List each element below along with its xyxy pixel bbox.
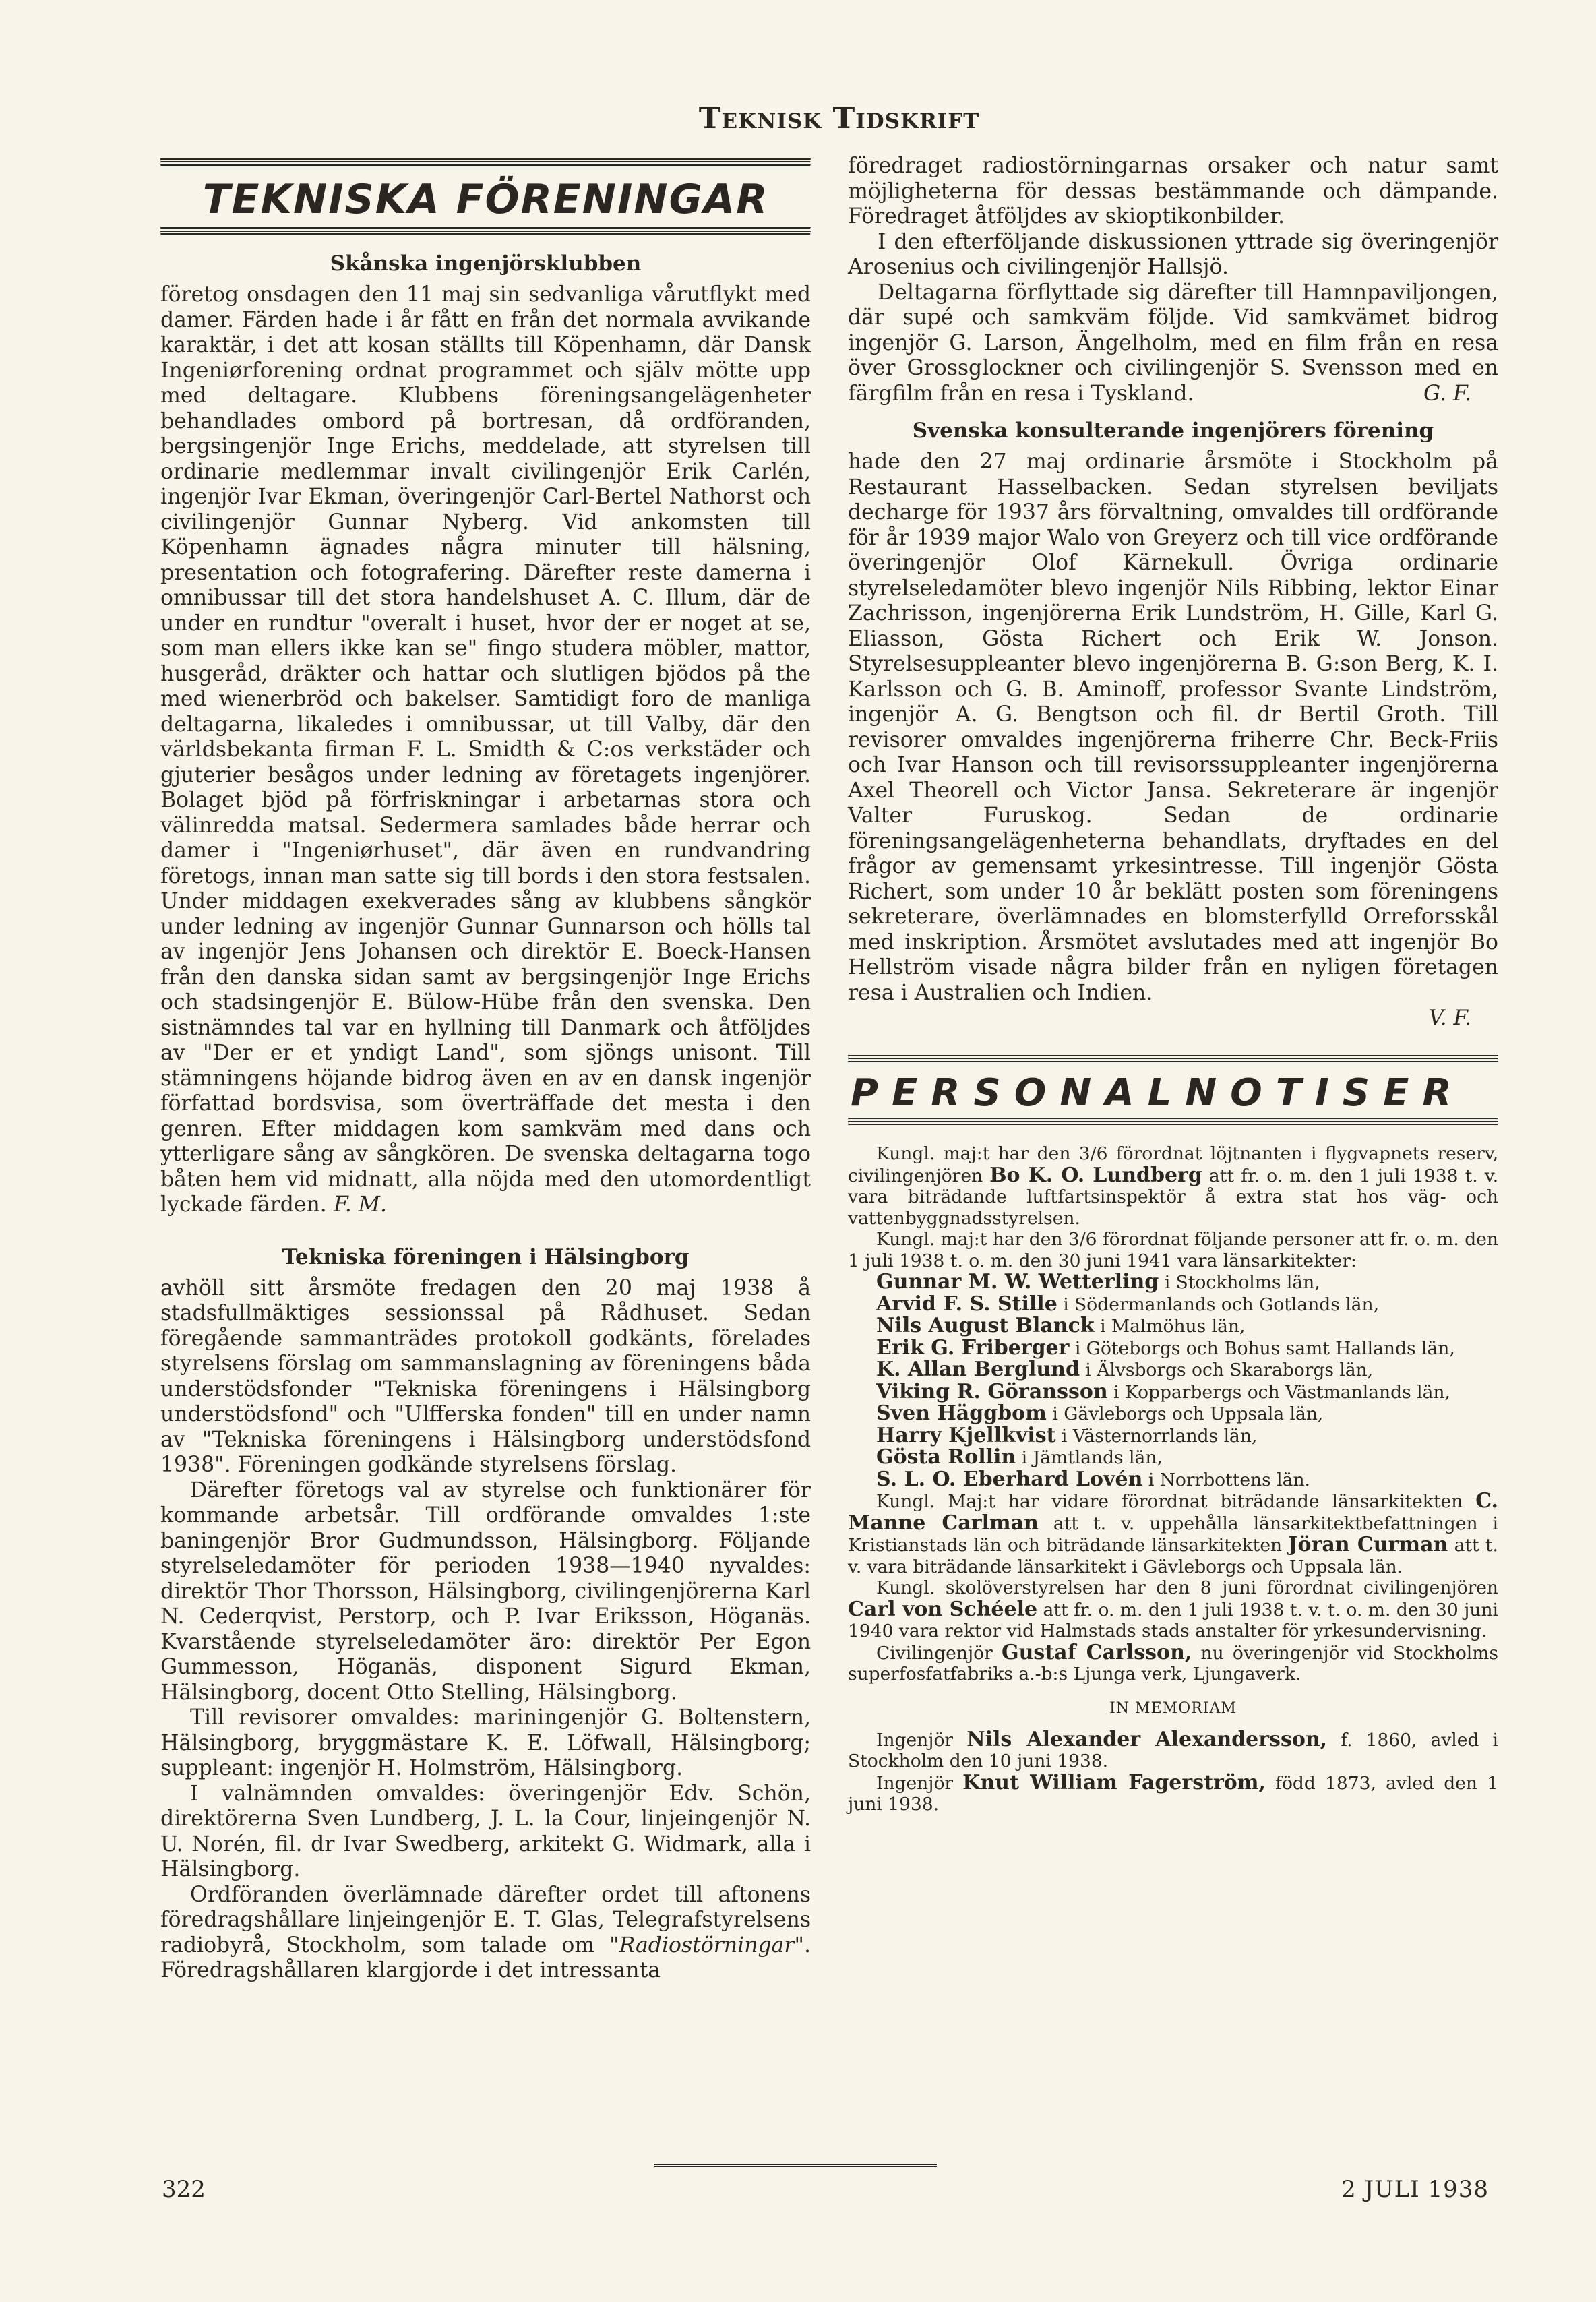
right-column (848, 154, 1498, 1815)
section-rule-top (848, 1055, 1498, 1060)
appointment-item (848, 1447, 1498, 1469)
article-paragraph: Till revisorer omvaldes: mariningenjör G. Boltenstern, Hälsingborg, bryggmästare K. E. Löfwall, Hälsingborg; suppleant: ingenjör H. Holmström, Hälsingborg. (160, 1705, 811, 1780)
appointment-place: i Malmöhus län, (1094, 1316, 1246, 1337)
article-paragraph (848, 280, 1498, 407)
appointment-item (848, 1425, 1498, 1447)
masthead: Teknisk Tidskrift (698, 101, 980, 135)
article-body-konsulterande: hade den 27 maj ordinarie årsmöte i Stockholm på Restaurant Hasselbacken. Sedan styrelsen beviljats decharge för 1937 års förvaltning, omvaldes till ordförande för år 1939 major Walo von Greyerz och till vice ordförande överingenjör Olof Kärnekull. Övriga ordinarie styrelseledamöter blevo ingenjör Nils Ribbing, lektor Einar Zachrisson, ingenjörerna Erik Lundström, H. Gille, Karl G. Eliasson, Gösta Richert och Erik W. Jonson. Styrelsesuppleanter blevo ingenjörerna B. G:son Berg, K. I. Karlsson och G. B. Aminoff, professor Svante Lindström, ingenjör A. G. Bengtson och fil. dr Bertil Groth. Till revisorer omvaldes ingenjörerna friherre Chr. Beck-Friis och Ivar Hanson och till revisorssuppleanter ingenjörerna Axel Theorell och Victor Jansa. Sekreterare är ingenjör Valter Furuskog. Sedan de ordinarie föreningsangelägenheterna behandlats, dryftades en del frågor av gemensamt yrkesintresse. Till ingenjör Gösta Richert, som under 10 år beklätt posten som föreningens sekreterare, överlämnades en blomsterfylld Orreforsskål med inskription. Årsmötet avslutades med att ingenjör Bo Hellström visade några bilder från en nyligen företagen resa i Australien och Indien. (848, 450, 1498, 1005)
appointment-item (848, 1359, 1498, 1381)
person-name: Nils August Blanck (876, 1314, 1095, 1337)
article-body-skanska (160, 282, 811, 1218)
notice-text: f. 1860, avled i Stockholm den 10 juni 1938. (848, 1729, 1499, 1771)
appointment-item (848, 1469, 1498, 1491)
page-number: 322 (162, 2176, 206, 2203)
person-name: S. L. O. Eberhard Lovén (876, 1467, 1143, 1491)
appointment-place: i Jämtlands län, (1016, 1447, 1163, 1468)
section-rule-bottom-2 (848, 1121, 1498, 1126)
notice-text: nu överingenjör vid Stockholms superfosfatfabriks a.-b:s Ljunga verk, Ljungaverk. (848, 1642, 1498, 1685)
person-name: Harry Kjellkvist (876, 1423, 1056, 1447)
notice-scheele (848, 1577, 1498, 1642)
person-name: Viking R. Göransson (876, 1379, 1108, 1403)
person-name: Erik G. Friberger (876, 1335, 1070, 1360)
notice-carlsson (848, 1642, 1498, 1685)
memoriam-fagerstrom (848, 1772, 1498, 1815)
notice-text: Ingenjör (876, 1729, 967, 1751)
appointment-place: i Älvsborgs och Skaraborgs län, (1079, 1360, 1374, 1381)
appointment-place: i Kopparbergs och Västmanlands län, (1107, 1381, 1450, 1403)
notice-text: Kungl. skolöverstyrelsen har den 8 juni förordnat civilingenjören (876, 1577, 1498, 1598)
notice-lundberg (848, 1143, 1498, 1229)
issue-date: 2 JULI 1938 (1341, 2176, 1490, 2203)
personal-section (848, 1055, 1498, 1815)
article-signature-skanska: F. M. (333, 1192, 388, 1217)
article-signature-halsingborg: G. F. (1423, 381, 1471, 406)
notice-text: Ingenjör (876, 1772, 963, 1794)
article-text-fragment: Deltagarna förflyttade sig därefter till Hamnpaviljongen, där supé och samkväm följde. Vid samkvämet bidrog ingenjör G. Larson, Ängelholm, med en film från en resa över Grossglockner och civilingenjör S. Svensson med en färgfilm från en resa i Tyskland. (848, 280, 1498, 406)
person-name: K. Allan Berglund (876, 1358, 1080, 1381)
article-paragraph-last (160, 1883, 811, 1984)
person-name: C. Manne Carlman (848, 1489, 1498, 1535)
person-name: Sven Häggbom (876, 1401, 1047, 1425)
person-name: Knut William Fagerström, (962, 1770, 1266, 1794)
person-name: Bo K. O. Lundberg (989, 1163, 1202, 1187)
person-name: Carl von Schéele (848, 1597, 1038, 1621)
notice-text: Civilingenjör (876, 1642, 1002, 1664)
notice-text: att fr. o. m. den 1 juli 1938 t. v. t. o. m. den 30 juni 1940 vara rektor vid Halmstads stads anstalter för yrkesundervisning. (848, 1599, 1498, 1641)
article-paragraph: avhöll sitt årsmöte fredagen den 20 maj 1938 å stadsfullmäktiges sessionssal på Rådhuset. Sedan föregående sammanträdes protokoll godkänts, förelades styrelsens förslag om sammanslagning av föreningens båda understödsfonder "Tekniska föreningens i Hälsingborg understödsfond" och "Ulfferska fonden" till en under namn av "Tekniska föreningens i Hälsingborg understödsfond 1938". Föreningen godkände styrelsens förslag. (160, 1275, 811, 1477)
notice-text: Kungl. maj:t har den 3/6 förordnat löjtnanten i flygvapnets reserv, civilingenjören (848, 1143, 1498, 1186)
appointment-item (848, 1337, 1498, 1360)
article-title-halsingborg: Tekniska föreningen i Hälsingborg (282, 1244, 689, 1269)
appointment-item (848, 1315, 1498, 1337)
lecture-title: "Radiostörningar" (609, 1933, 804, 1958)
appointment-item (848, 1403, 1498, 1425)
section-rule-top (160, 158, 811, 163)
appointment-place: i Södermanlands och Gotlands län, (1057, 1294, 1380, 1315)
article-text-fragment: . Föredragshållaren klargjorde i det intressanta (160, 1933, 811, 1982)
person-name: Gustaf Carlsson, (1002, 1640, 1192, 1664)
appointment-item (848, 1294, 1498, 1316)
appointment-place: i Stockholms län, (1159, 1272, 1320, 1293)
notice-text: att t. v. vara biträdande länsarkitekt i Gävleborgs och Uppsala län. (848, 1535, 1498, 1577)
notice-text: att fr. o. m. den 1 juli 1938 t. v. vara biträdande luftfartsinspektör å extra stat hos väg- och vattenbyggnadsstyrelsen. (848, 1165, 1499, 1229)
person-name: Arvid F. S. Stille (876, 1292, 1057, 1316)
memoriam-alexandersson (848, 1729, 1498, 1772)
appointment-place: i Gävleborgs och Uppsala län, (1046, 1403, 1324, 1424)
notice-text: Kungl. Maj:t har vidare förordnat biträdande länsarkitekten (876, 1491, 1476, 1512)
article-paragraph: Därefter företogs val av styrelse och funktionärer för kommande arbetsår. Till ordförande omvaldes 1:ste baningenjör Bror Gudmundsson, Hälsingborg. Följande styrelseledamöter för perioden 1938—1940 nyvaldes: direktör Thor Thorsson, Hälsingborg, civilingenjörerna Karl N. Cederqvist, Perstorp, och P. Ivar Eriksson, Höganäs. Kvarstående styrelseledamöter äro: direktör Per Egon Gummesson, Höganäs, disponent Sigurd Ekman, Hälsingborg, docent Otto Stelling, Hälsingborg. (160, 1478, 811, 1705)
article-text-fragment: Ordföranden överlämnade därefter ordet till aftonens föredragshållare linjeingenjör E. T. Glas, Telegrafstyrelsens radiobyrå, Stockholm, som talade om (160, 1882, 811, 1958)
appointment-item (848, 1271, 1498, 1294)
notice-text: född 1873, avled den 1 juni 1938. (848, 1772, 1498, 1815)
article-signature-konsulterande: V. F. (1428, 1006, 1471, 1030)
section-rule-bottom-2 (160, 231, 811, 235)
notice-text: att t. v. uppehålla länsarkitektbefattningen i Kristianstads län och biträdande länsarkitekten (848, 1513, 1498, 1556)
notice-carlman-curman (848, 1490, 1498, 1577)
article-paragraph: I den efterföljande diskussionen yttrade sig överingenjör Arosenius och civilingenjör Hallsjö. (848, 229, 1498, 279)
section-title-personalnotiser: PERSONALNOTISER (851, 1071, 1465, 1115)
person-name: Jöran Curman (1288, 1533, 1448, 1556)
appointment-place: i Västernorrlands län, (1055, 1425, 1258, 1447)
article-paragraph: föredraget radiostörningarnas orsaker och natur samt möjligheterna för dessas bestämmande och dämpande. Föredraget åtföljdes av skioptikonbilder. (848, 154, 1498, 229)
article-title-skanska: Skånska ingenjörsklubben (330, 251, 642, 276)
appointment-item (848, 1381, 1498, 1403)
notice-lansarkitekter: Kungl. maj:t har den 3/6 förordnat följande personer att fr. o. m. den 1 juli 1938 t. o. m. den 30 juni 1941 vara länsarkitekter: (848, 1229, 1498, 1271)
person-name: Gunnar M. W. Wetterling (876, 1270, 1159, 1294)
left-column (160, 158, 811, 1984)
section-rule-bottom (160, 227, 811, 229)
appointment-place: i Göteborgs och Bohus samt Hallands län, (1069, 1337, 1455, 1359)
section-rule-bottom (848, 1118, 1498, 1120)
person-name: Gösta Rollin (876, 1445, 1016, 1469)
article-text-skanska: företog onsdagen den 11 maj sin sedvanliga vårutflykt med damer. Färden hade i år fått en från det normala avvikande karaktär, i det att kosan ställts till Köpenhamn, där Dansk Ingeniørforening ordnat programmet och själv mötte upp med deltagare. Klubbens föreningsangelägenheter behandlades ombord på bortresan, då ordföranden, bergsingenjör Inge Erichs, meddelade, att styrelsen till ordinarie medlemmar invalt civilingenjör Erik Carlén, ingenjör Ivar Ekman, överingenjör Carl-Bertel Nathorst och civilingenjör Gunnar Nyberg. Vid ankomsten till Köpenhamn ägnades några minuter till hälsning, presentation och fotografering. Därefter reste damerna i omnibussar till det stora handelshuset A. C. Illum, där de under en rundtur "overalt i huset, hvor der er noget at se, som man ellers ikke kan se" fingo studera möbler, mattor, husgeråd, dräkter och hattar och slutligen bjödos på the med wienerbröd och bakelser. Samtidigt foro de manliga deltagarna, likaledes i omnibussar, ut till Valby, där den världsbekanta firman F. L. Smidth & C:os verkstäder och gjuterier besågos under ledning av företagets ingenjörer. Bolaget bjöd på förfriskningar i arbetarnas stora och välinredda matsal. Sedermera samlades både herrar och damer i "Ingeniørhuset", där även en rundvandring företogs, innan man satte sig till bords i den stora festsalen. Under middagen exekverades sång av klubbens sångkör under ledning av ingenjör Gunnar Gunnarson och hölls tal av ingenjör Jens Johansen och direktör E. Boeck-Hansen från den danska sidan samt av bergsingenjör Inge Erichs och stadsingenjör E. Bülow-Hübe från den svenska. Den sistnämndes tal var en hyllning till Danmark och åtföljdes av "Der er et yndigt Land", som sjöngs unisont. Till stämningens höjande bidrog även en av en dansk ingenjör författad bordsvisa, som överträffade det mesta i den genren. Efter middagen kom samkväm med dans och ytterligare sång av sångkören. De svenska deltagarna togo båten hem vid midnatt, alla nöjda med den utomordentligt lyckade färden. (160, 282, 811, 1217)
article-paragraph: I valnämnden omvaldes: överingenjör Edv. Schön, direktörerna Sven Lundberg, J. L. la Cour, linjeingenjör N. U. Norén, fil. dr Ivar Swedberg, arkitekt G. Widmark, alla i Hälsingborg. (160, 1781, 811, 1881)
person-name: Nils Alexander Alexandersson, (966, 1727, 1328, 1751)
appointment-place: i Norrbottens län. (1142, 1469, 1310, 1490)
memoriam-title: IN MEMORIAM (1109, 1699, 1237, 1717)
article-title-konsulterande: Svenska konsulterande ingenjörers förening (912, 419, 1434, 443)
section-title-tekniska-foreningar: TEKNISKA FÖRENINGAR (202, 176, 769, 223)
footer-rule (654, 2164, 937, 2167)
appointment-list (848, 1271, 1498, 1490)
